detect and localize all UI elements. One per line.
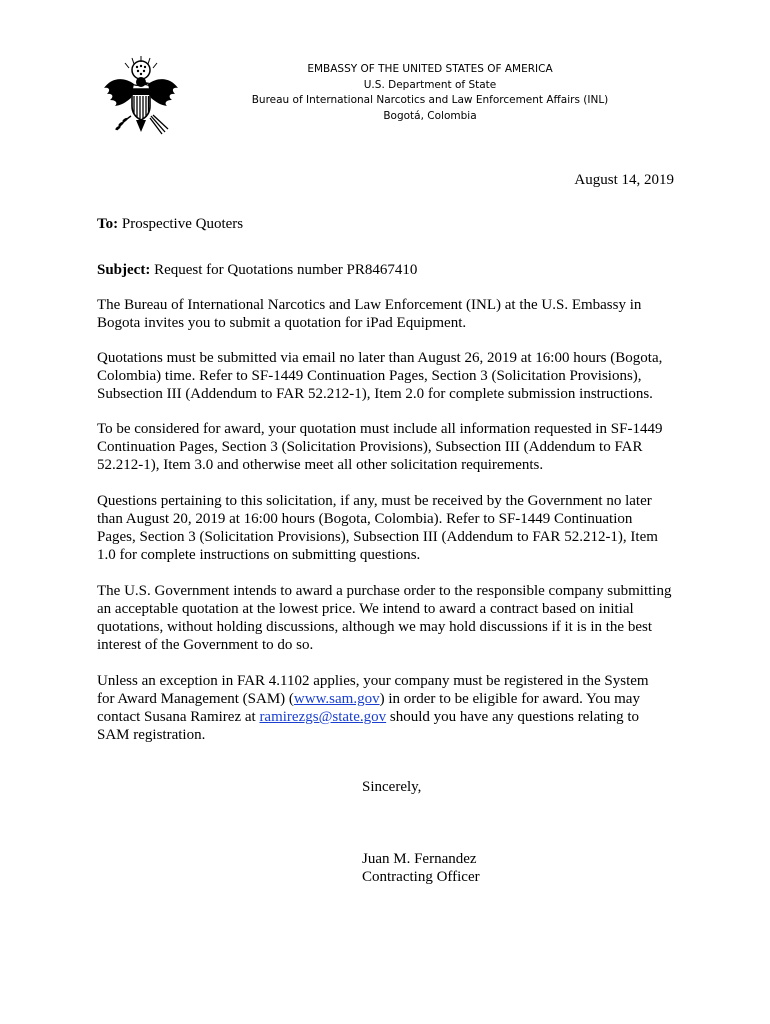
letterhead [180, 62, 680, 124]
paragraph-line: Pages, Section 3 (Solicitation Provisions), Subsection III (Addendum to FAR 52.212-1), Item [97, 529, 658, 545]
great-seal-eagle-icon [101, 54, 181, 138]
paragraph-line: quotations, without holding discussions, although we may hold discussions if it is in the best [97, 619, 652, 635]
paragraph-line: The Bureau of International Narcotics and Law Enforcement (INL) at the U.S. Embassy in [97, 297, 642, 313]
letterhead-city: Bogotá, Colombia [383, 109, 477, 122]
paragraph-line: Continuation Pages, Section 3 (Solicitation Provisions), Subsection III (Addendum to FAR [97, 439, 643, 455]
paragraph-line [97, 708, 687, 726]
sam-gov-link[interactable]: www.sam.gov [293, 691, 380, 707]
to-value: Prospective Quoters [121, 216, 244, 232]
paragraph-questions [97, 492, 687, 564]
paragraph-line: interest of the Government to do so. [97, 637, 314, 653]
text-span: for Award Management (SAM) ( [97, 691, 294, 707]
email-link[interactable]: ramirezgs@state.gov [259, 709, 387, 725]
subject-value: Request for Quotations number PR8467410 [154, 262, 418, 278]
paragraph-line: The U.S. Government intends to award a purchase order to the responsible company submitting [97, 583, 672, 599]
paragraph-submission [97, 349, 687, 403]
to-line [97, 216, 243, 233]
to-label: To: [97, 216, 119, 232]
paragraph-line [97, 690, 687, 708]
paragraph-line: Unless an exception in FAR 4.1102 applies, your company must be registered in the System [97, 673, 649, 689]
paragraph-line: Bogota invites you to submit a quotation for iPad Equipment. [97, 315, 467, 331]
paragraph-line: SAM registration. [97, 727, 206, 743]
letter-date: August 14, 2019 [574, 172, 674, 188]
text-span: contact Susana Ramirez at [97, 709, 260, 725]
text-span: ) in order to be eligible for award. You may [379, 691, 640, 707]
paragraph-line: To be considered for award, your quotation must include all information requested in SF-1449 [97, 421, 663, 437]
paragraph-line: an acceptable quotation at the lowest price. We intend to award a contract based on initial [97, 601, 634, 617]
signatory-name: Juan M. Fernandez [362, 851, 477, 867]
paragraph-line: than August 20, 2019 at 16:00 hours (Bogota, Colombia). Refer to SF-1449 Continuation [97, 511, 633, 527]
subject-label: Subject: [97, 262, 151, 278]
paragraph-award-requirements [97, 420, 687, 474]
letterhead-department: U.S. Department of State [363, 78, 497, 91]
text-span: should you have any questions relating to [386, 709, 640, 725]
closing-salutation: Sincerely, [362, 779, 422, 795]
letterhead-embassy: EMBASSY OF THE UNITED STATES OF AMERICA [307, 63, 553, 75]
paragraph-line: 52.212-1), Item 3.0 and otherwise meet all other solicitation requirements. [97, 457, 544, 473]
paragraph-line: Subsection III (Addendum to FAR 52.212-1), Item 2.0 for complete submission instructions. [97, 386, 653, 402]
signatory-title: Contracting Officer [362, 869, 480, 885]
paragraph-sam-registration [97, 672, 687, 744]
paragraph-line: Colombia) time. Refer to SF-1449 Continuation Pages, Section 3 (Solicitation Provisions), [97, 368, 642, 384]
paragraph-line: 1.0 for complete instructions on submitting questions. [97, 547, 421, 563]
paragraph-line: Quotations must be submitted via email no later than August 26, 2019 at 16:00 hours (Bogota, [97, 350, 663, 366]
paragraph-line: Questions pertaining to this solicitation, if any, must be received by the Government no later [97, 493, 652, 509]
subject-line [97, 262, 417, 279]
paragraph-intro [97, 296, 687, 332]
paragraph-award-intent [97, 582, 687, 654]
letterhead-bureau: Bureau of International Narcotics and Law Enforcement Affairs (INL) [251, 94, 609, 106]
